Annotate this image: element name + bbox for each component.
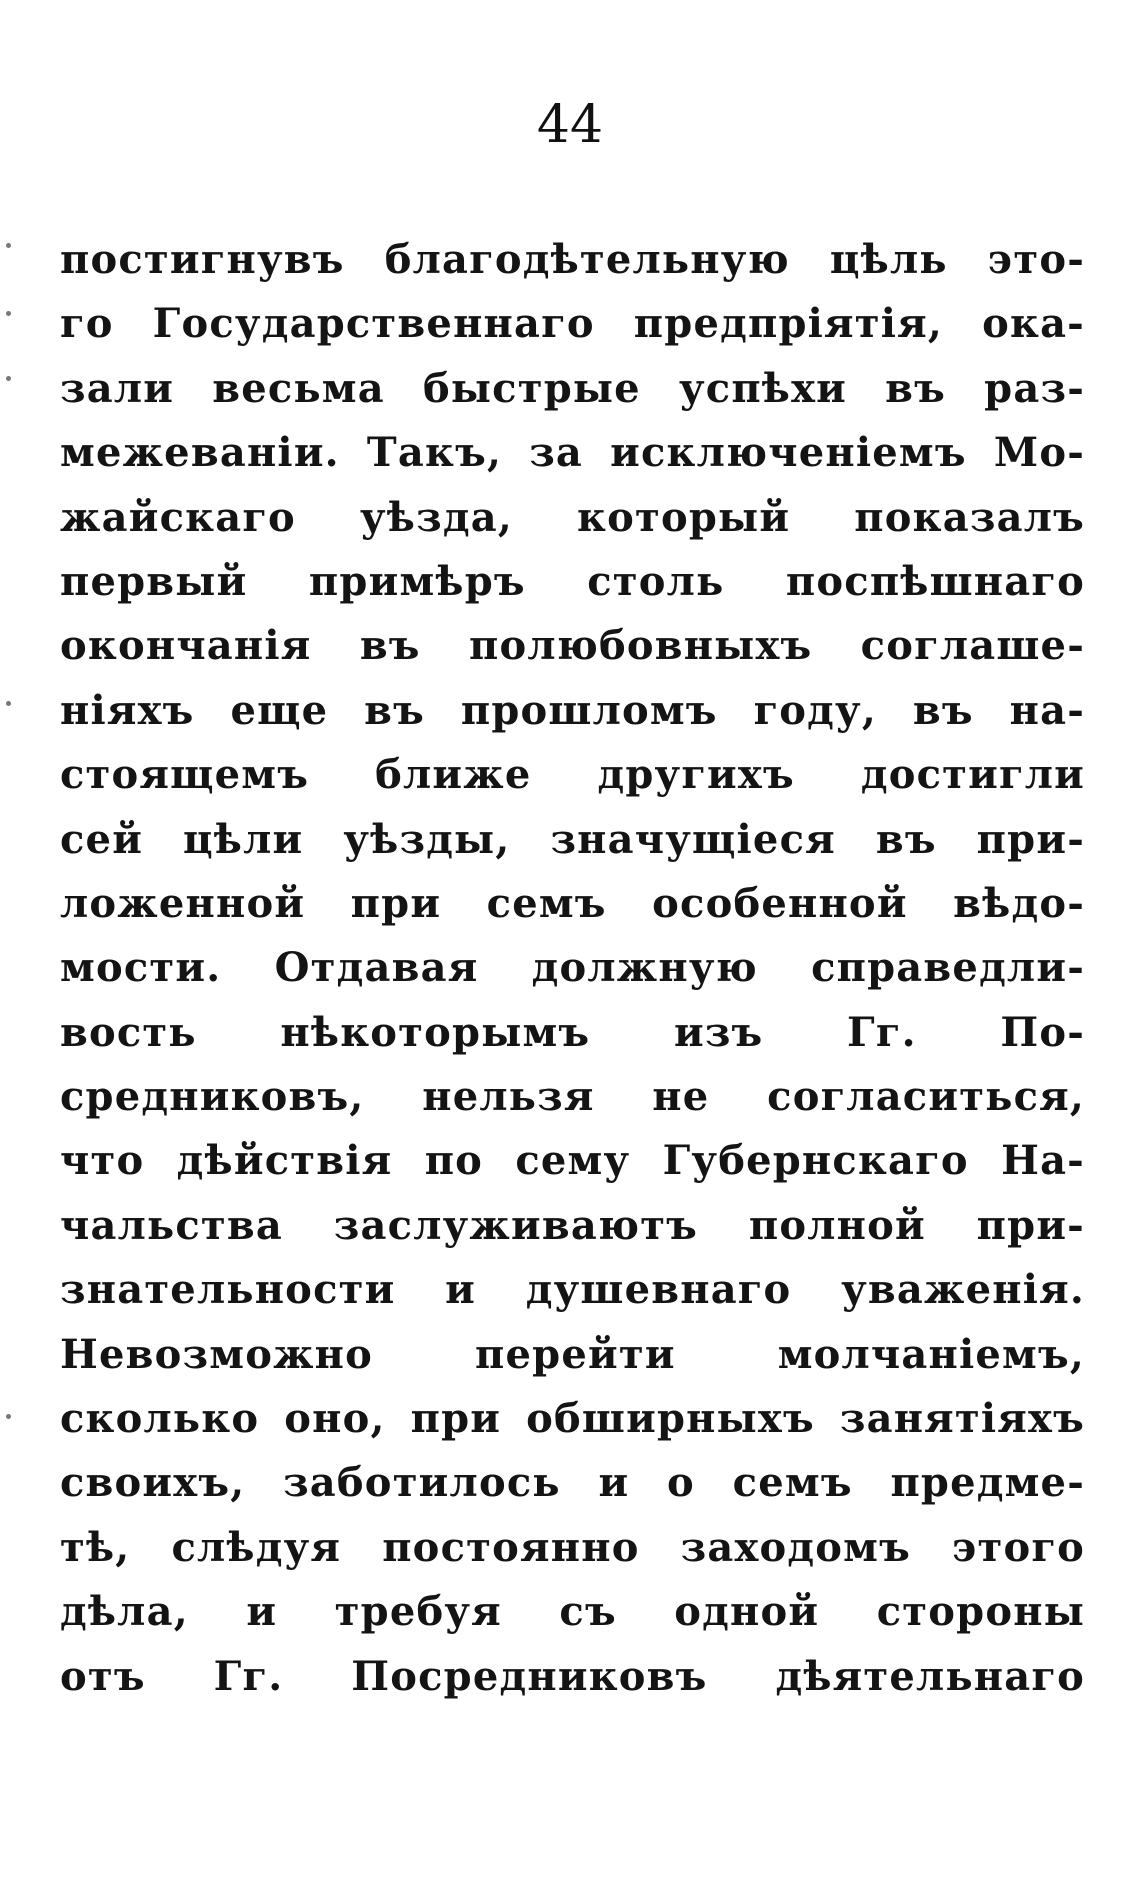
text-line: вость нѣкоторымъ изъ Гг. По- bbox=[60, 1008, 1085, 1056]
text-line: первый примѣръ столь поспѣшнаго bbox=[60, 557, 1085, 605]
text-line: стоящемъ ближе другихъ достигли bbox=[60, 751, 1085, 799]
text-line: дѣла, и требуя съ одной стороны bbox=[60, 1588, 1085, 1636]
text-line: жайскаго уѣзда, который показалъ bbox=[60, 493, 1085, 541]
margin-dot bbox=[6, 311, 11, 316]
text-line: знательности и душевнаго уваженія. bbox=[60, 1266, 1085, 1314]
text-line: тѣ, слѣдуя постоянно заходомъ этого bbox=[60, 1523, 1085, 1571]
body-text bbox=[60, 228, 1085, 1709]
text-line: отъ Гг. Посредниковъ дѣятельнаго bbox=[60, 1652, 1085, 1700]
margin-dot bbox=[6, 1414, 11, 1419]
margin-dot bbox=[6, 243, 11, 248]
text-line: межеваніи. Такъ, за исключеніемъ Мо- bbox=[60, 429, 1085, 477]
text-line: сей цѣли уѣзды, значущіеся въ при- bbox=[60, 815, 1085, 863]
text-line: мости. Отдавая должную справедли- bbox=[60, 944, 1085, 992]
text-line: сколько оно, при обширныхъ занятіяхъ bbox=[60, 1395, 1085, 1443]
text-line: окончанія въ полюбовныхъ соглаше- bbox=[60, 622, 1085, 670]
margin-dot bbox=[6, 376, 11, 381]
text-line: чальства заслуживаютъ полной при- bbox=[60, 1201, 1085, 1249]
text-line: зали весьма быстрые успѣхи въ раз- bbox=[60, 364, 1085, 412]
text-line: Невозможно перейти молчаніемъ, bbox=[60, 1330, 1085, 1378]
text-line: своихъ, заботилось и о семъ предме- bbox=[60, 1459, 1085, 1507]
text-line: постигнувъ благодѣтельную цѣль это- bbox=[60, 236, 1085, 283]
text-line: средниковъ, нельзя не согласиться, bbox=[60, 1073, 1085, 1121]
text-line: ніяхъ еще въ прошломъ году, въ на- bbox=[60, 686, 1085, 734]
text-line: го Государственнаго предпріятія, ока- bbox=[60, 300, 1085, 348]
text-line: ложенной при семъ особенной вѣдо- bbox=[60, 879, 1085, 927]
page-number: 44 bbox=[536, 95, 604, 155]
text-line: что дѣйствія по сему Губернскаго На- bbox=[60, 1137, 1085, 1185]
margin-dot bbox=[6, 701, 11, 706]
